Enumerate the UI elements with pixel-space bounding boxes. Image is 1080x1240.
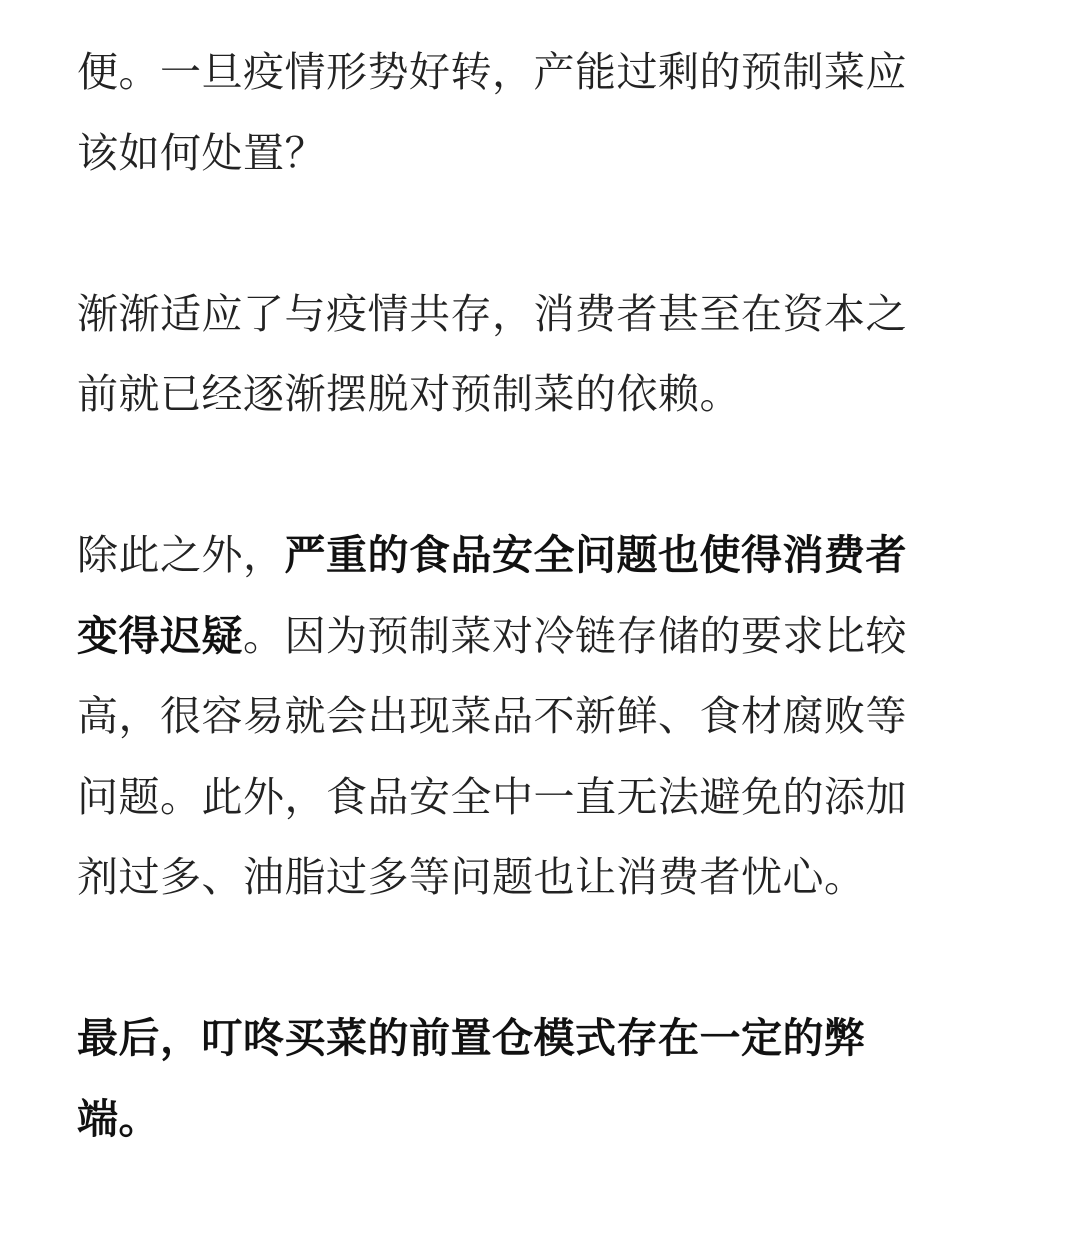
text-line: 高，很容易就会出现菜品不新鲜、食材腐败等 bbox=[77, 692, 907, 740]
bold-emphasis: 严重的食品安全问题也使得消费者 bbox=[284, 531, 907, 579]
paragraph-consumer-dependence bbox=[77, 274, 1003, 435]
text-line bbox=[77, 515, 1003, 596]
article-body bbox=[77, 32, 1003, 1240]
text-line: 剂过多、油脂过多等问题也让消费者忧心。 bbox=[77, 853, 866, 901]
text-run: 。因为预制菜对冷链存储的要求比较 bbox=[243, 611, 907, 660]
text-run: 除此之外， bbox=[77, 531, 285, 579]
text-line: 该如何处置？ bbox=[77, 128, 326, 177]
text-line: 端。 bbox=[77, 1094, 160, 1143]
text-line: 最后，叮咚买菜的前置仓模式存在一定的弊 bbox=[77, 1014, 866, 1062]
text-line: 便。一旦疫情形势好转，产能过剩的预制菜应 bbox=[77, 48, 907, 96]
bold-emphasis: 变得迟疑 bbox=[77, 611, 243, 660]
paragraph-food-safety bbox=[77, 515, 1003, 918]
text-line bbox=[77, 596, 1003, 677]
paragraph-capacity bbox=[77, 32, 1003, 193]
text-line: 问题。此外，食品安全中一直无法避免的添加 bbox=[77, 772, 907, 821]
paragraph-warehouse-model bbox=[77, 998, 1003, 1159]
text-line: 渐渐适应了与疫情共存，消费者甚至在资本之 bbox=[77, 289, 907, 338]
text-line: 前就已经逐渐摆脱对预制菜的依赖。 bbox=[77, 370, 741, 418]
